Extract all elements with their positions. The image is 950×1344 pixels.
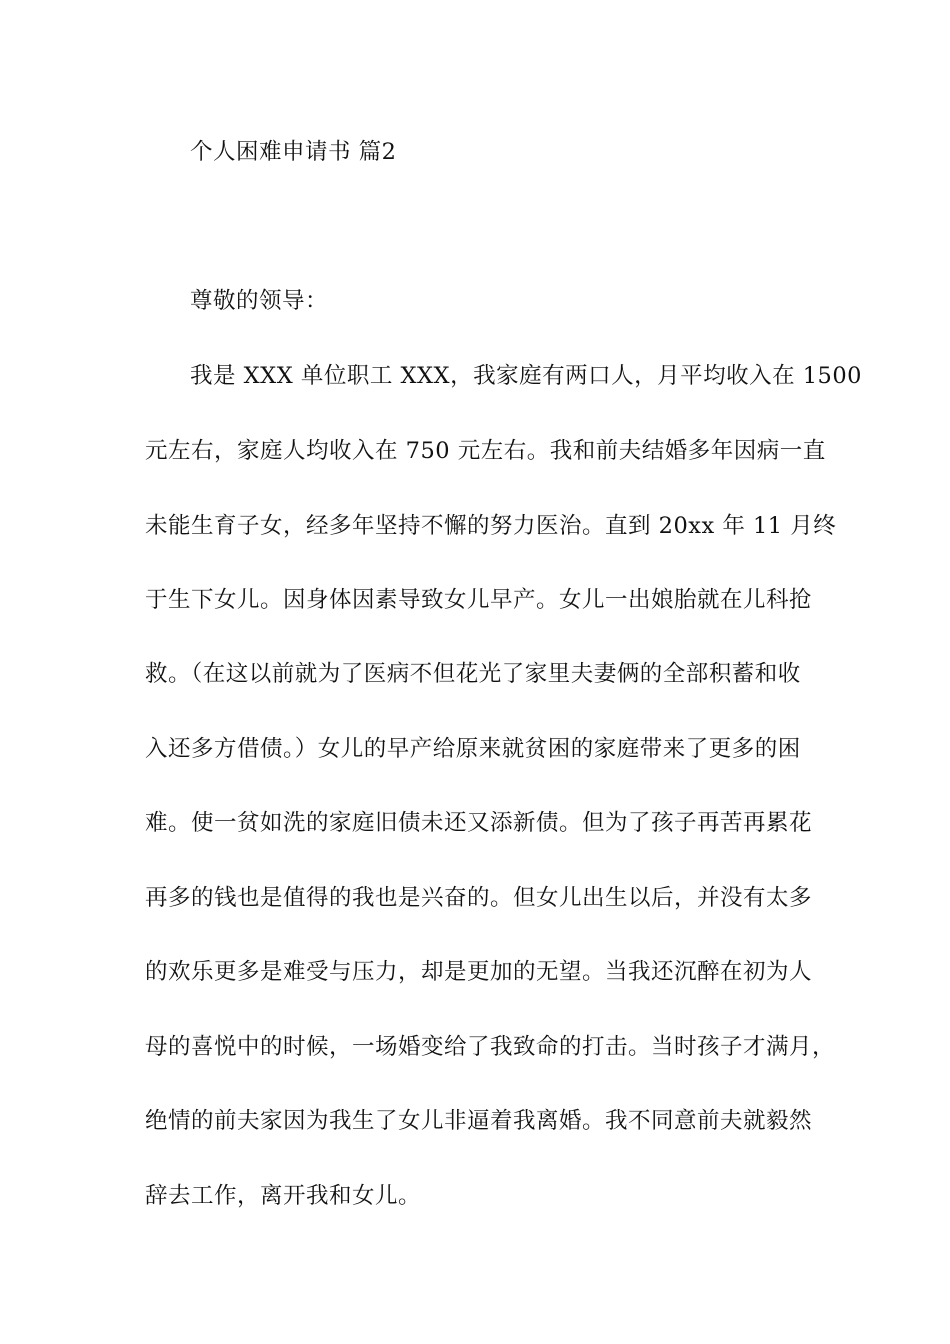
body-line: 救。（在这以前就为了医病不但花光了家里夫妻俩的全部积蓄和收 [145,661,801,687]
body-line: 入还多方借债。）女儿的早产给原来就贫困的家庭带来了更多的困 [145,736,801,762]
document-title: 个人困难申请书 篇2 [190,139,397,165]
body-line: 绝情的前夫家因为我生了女儿非逼着我离婚。我不同意前夫就毅然 [145,1108,813,1134]
body-line: 难。使一贫如洗的家庭旧债未还又添新债。但为了孩子再苦再累花 [145,810,813,836]
body-line: 于生下女儿。因身体因素导致女儿早产。女儿一出娘胎就在儿科抢 [145,587,813,613]
body-line: 元左右，家庭人均收入在 750 元左右。我和前夫结婚多年因病一直 [145,438,826,464]
body-line: 的欢乐更多是难受与压力，却是更加的无望。当我还沉醉在初为人 [145,959,813,985]
body-line: 辞去工作，离开我和女儿。 [145,1183,422,1209]
body-line: 未能生育子女，经多年坚持不懈的努力医治。直到 20xx 年 11 月终 [145,513,837,539]
body-line: 我是 XXX 单位职工 XXX，我家庭有两口人，月平均收入在 1500 [190,363,862,389]
body-line: 再多的钱也是值得的我也是兴奋的。但女儿出生以后，并没有太多 [145,885,813,911]
body-line: 母的喜悦中的时候，一场婚变给了我致命的打击。当时孩子才满月， [145,1034,836,1060]
salutation: 尊敬的领导： [190,288,329,314]
